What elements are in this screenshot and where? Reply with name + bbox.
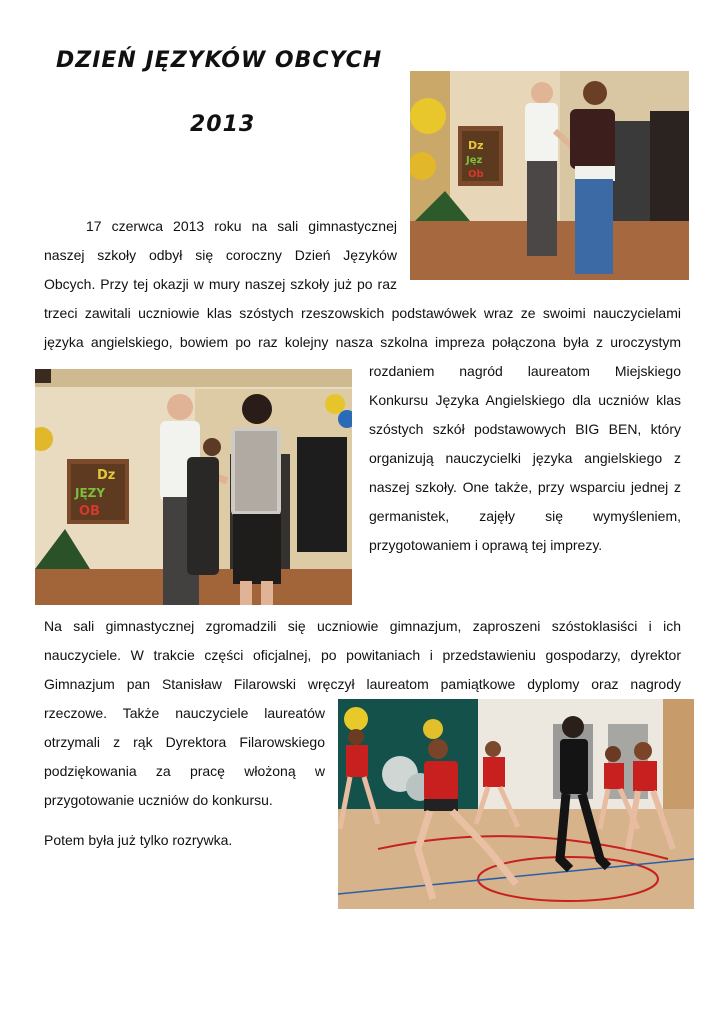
paragraph-1-line-11: germanistek, zajęły się wymyśleniem, — [369, 508, 681, 524]
photo-dance-performance — [338, 699, 694, 909]
svg-text:OB: OB — [79, 504, 100, 519]
paragraph-1-line-4: trzeci zawitali uczniowie klas szóstych rzeszowskich podstawówek wraz ze swoimi nauczycielami — [44, 305, 681, 321]
svg-text:Jęz: Jęz — [466, 155, 483, 166]
paragraph-2-line-1: Na sali gimnastycznej zgromadzili się uczniowie gimnazjum, zaproszeni szóstoklasiści i ich — [44, 618, 681, 634]
paragraph-1-line-7: Konkursu Języka Angielskiego dla uczniów klas — [369, 392, 681, 408]
svg-text:Dz: Dz — [97, 468, 116, 483]
paragraph-1-line-2: naszej szkoły odbył się coroczny Dzień Języków — [44, 247, 397, 263]
paragraph-2-line-2: nauczyciele. W trakcie części oficjalnej, po powitaniach i przedstawieniu gospodarzy, dyrektor — [44, 647, 681, 663]
paragraph-1-line-1: 17 czerwca 2013 roku na sali gimnastycznej — [86, 218, 397, 234]
paragraph-1-line-9: organizują nauczycielki języka angielskiego z — [369, 450, 681, 466]
paragraph-2-line-3: Gimnazjum pan Stanisław Filarowski wręczył laureatom pamiątkowe dyplomy oraz nagrody — [44, 676, 681, 692]
paragraph-1-line-5: języka angielskiego, bowiem po raz kolejny nasza szkolna impreza połączona była z uroczystym — [44, 334, 681, 350]
svg-text:JĘZY: JĘZY — [75, 486, 106, 500]
paragraph-1-line-12: przygotowaniem i oprawą tej imprezy. — [369, 537, 603, 553]
svg-text:Dz: Dz — [468, 139, 484, 152]
paragraph-2-line-4: rzeczowe. Także nauczyciele laureatów — [44, 705, 325, 721]
paragraph-2-line-6: podziękowania za pracę włożoną w — [44, 763, 325, 779]
article-title: DZIEŃ JĘZYKÓW OBCYCH — [56, 48, 383, 73]
paragraph-2-line-7: przygotowanie uczniów do konkursu. — [44, 792, 273, 808]
article-year: 2013 — [190, 112, 256, 137]
paragraph-1-line-10: naszej szkoły. One także, przy wsparciu jednej z — [369, 479, 681, 495]
photo-award-ceremony-1 — [410, 71, 689, 280]
paragraph-1-line-3: Obcych. Przy tej okazji w mury naszej szkoły już po raz — [44, 276, 397, 292]
photo-award-ceremony-2 — [35, 369, 352, 605]
svg-text:Ob: Ob — [468, 169, 484, 180]
paragraph-2-line-5: otrzymali z rąk Dyrektora Filarowskiego — [44, 734, 325, 750]
paragraph-1-line-8: szóstych szkół podstawowych BIG BEN, który — [369, 421, 681, 437]
paragraph-1-line-6: rozdaniem nagród laureatom Miejskiego — [369, 363, 681, 379]
paragraph-3: Potem była już tylko rozrywka. — [44, 832, 233, 848]
